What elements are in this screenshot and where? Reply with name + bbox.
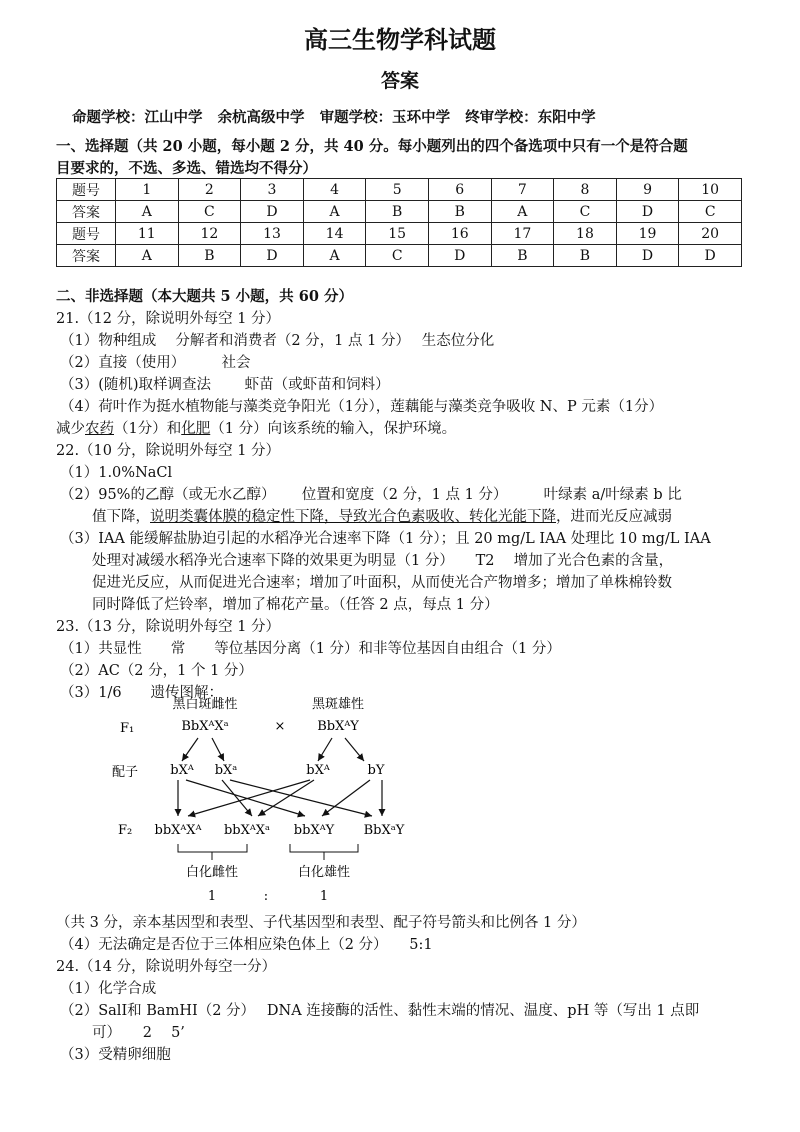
answer-table-cell: C bbox=[679, 201, 742, 223]
arrow-f-g1 bbox=[182, 738, 198, 761]
page-subtitle: 答案 bbox=[380, 70, 419, 92]
arrow-m-g3 bbox=[318, 738, 332, 761]
answer-table-cell: 12 bbox=[178, 223, 241, 245]
answer-table-cell: C bbox=[554, 201, 617, 223]
answer-table-row-label: 题号 bbox=[57, 179, 116, 201]
answer-table-cell: C bbox=[366, 245, 429, 267]
q21-line4: （4）荷叶作为挺水植物能与藻类竞争阳光（1分），莲藕能与藻类竞争吸收 N、P 元素（1分） bbox=[60, 399, 664, 415]
section2-heading: 二、非选择题（本大题共 5 小题，共 60 分） bbox=[56, 288, 353, 305]
q22-line3-b: 说明类囊体膜的稳定性下降，导致光合色素吸收、转化光能下降 bbox=[150, 509, 556, 525]
answer-table-row bbox=[57, 223, 742, 245]
q23-line2: （2）AC（2 分，1 个 1 分） bbox=[60, 663, 253, 679]
parent-male-phenotype: 黑斑雄性 bbox=[311, 697, 365, 712]
section1-heading-line1: 一、选择题（共 20 小题，每小题 2 分，共 40 分。每小题列出的四个备选项中只有一个是符合题 bbox=[56, 138, 688, 155]
ratio-1: 1 bbox=[207, 889, 217, 904]
arrow-g2-o4 bbox=[230, 780, 372, 816]
answer-table-cell: 11 bbox=[116, 223, 179, 245]
ratio-2: 1 bbox=[319, 889, 329, 904]
q24-line4: （3）受精卵细胞 bbox=[60, 1047, 171, 1063]
f1-label: F₁ bbox=[120, 721, 135, 736]
arrow-g1-o3 bbox=[186, 780, 305, 816]
q22-line3-c: ，进而光反应减弱 bbox=[556, 509, 672, 525]
answer-table-cell: B bbox=[491, 245, 554, 267]
gamete-2: bXᵃ bbox=[214, 763, 238, 778]
offspring-3: bbXᴬY bbox=[293, 823, 335, 838]
page-title: 高三生物学科试题 bbox=[304, 25, 496, 54]
q22-head: 22.（10 分，除说明外每空 1 分） bbox=[56, 443, 281, 459]
q21-line5-b: 农药 bbox=[85, 421, 114, 437]
parent-female-phenotype: 黑白斑雌性 bbox=[172, 697, 238, 712]
answer-table-cell: B bbox=[428, 201, 491, 223]
bracket-female bbox=[178, 844, 247, 852]
school-1: 命题学校：江山中学 bbox=[72, 109, 203, 126]
answer-table-cell: 9 bbox=[616, 179, 679, 201]
answer-table-cell: B bbox=[366, 201, 429, 223]
answer-table-cell: A bbox=[303, 245, 366, 267]
f2-label: F₂ bbox=[118, 823, 133, 838]
answer-table-cell: A bbox=[116, 201, 179, 223]
cross-symbol: × bbox=[274, 719, 286, 734]
phenotype-albino-female: 白化雌性 bbox=[185, 865, 239, 880]
q23-line3: （3）1/6 遗传图解： bbox=[60, 685, 224, 701]
q22-line3 bbox=[92, 507, 672, 527]
answer-table bbox=[56, 178, 742, 267]
answer-table-cell: D bbox=[241, 201, 304, 223]
q21-line1: （1）物种组成 分解者和消费者（2 分，1 点 1 分） 生态位分化 bbox=[60, 333, 495, 349]
answer-table-cell: 18 bbox=[554, 223, 617, 245]
section1-heading-line2: 目要求的，不选、多选、错选均不得分） bbox=[56, 160, 317, 177]
parent-female-genotype: BbXᴬXᵃ bbox=[181, 719, 229, 734]
school-line bbox=[72, 106, 606, 127]
answer-table-cell: A bbox=[303, 201, 366, 223]
answer-table-cell: C bbox=[178, 201, 241, 223]
answer-table-cell: 1 bbox=[116, 179, 179, 201]
answer-table-cell: D bbox=[616, 201, 679, 223]
gamete-3: bXᴬ bbox=[306, 763, 330, 778]
offspring-1: bbXᴬXᴬ bbox=[154, 823, 202, 838]
q21-line5-d: 化肥 bbox=[181, 421, 211, 437]
q22-line1: （1）1.0%NaCl bbox=[60, 465, 173, 481]
answer-table-row-label: 题号 bbox=[57, 223, 116, 245]
answer-table-cell: D bbox=[616, 245, 679, 267]
parent-male-genotype: BbXᴬY bbox=[317, 719, 359, 734]
answer-table-cell: D bbox=[679, 245, 742, 267]
genetic-cross-diagram bbox=[100, 694, 460, 909]
answer-table-cell: 4 bbox=[303, 179, 366, 201]
q24-head: 24.（14 分，除说明外每空一分） bbox=[56, 959, 277, 975]
answer-table-cell: A bbox=[491, 201, 554, 223]
q22-line2: （2）95%的乙醇（或无水乙醇） 位置和宽度（2 分，1 点 1 分） 叶绿素 a/叶绿素 b 比 bbox=[60, 487, 682, 503]
q23-line1: （1）共显性 常 等位基因分离（1 分）和非等位基因自由组合（1 分） bbox=[60, 641, 561, 657]
answer-table-cell: B bbox=[178, 245, 241, 267]
q22-line4: （3）IAA 能缓解盐胁迫引起的水稻净光合速率下降（1 分）；且 20 mg/L IAA 处理比 10 mg/L IAA bbox=[60, 531, 711, 547]
answer-table-cell: 5 bbox=[366, 179, 429, 201]
answer-table-row-label: 答案 bbox=[57, 245, 116, 267]
answer-table-cell: 7 bbox=[491, 179, 554, 201]
q21-line5-e: （1 分）向该系统的输入，保护环境。 bbox=[210, 421, 457, 437]
q22-line5: 处理对减缓水稻净光合速率下降的效果更为明显（1 分） T2 增加了光合色素的含量， bbox=[92, 553, 674, 569]
answer-table-cell: D bbox=[241, 245, 304, 267]
answer-table-cell: D bbox=[428, 245, 491, 267]
arrow-m-g4 bbox=[345, 738, 364, 761]
offspring-2: bbXᴬXᵃ bbox=[223, 823, 271, 838]
q21-line5-a: 减少 bbox=[56, 421, 85, 437]
answer-table-row-label: 答案 bbox=[57, 201, 116, 223]
q22-line3-a: 值下降， bbox=[92, 509, 150, 525]
answer-table-cell: 19 bbox=[616, 223, 679, 245]
answer-table-cell: 6 bbox=[428, 179, 491, 201]
arrow-f-g2 bbox=[212, 738, 224, 761]
answer-table-cell: 16 bbox=[428, 223, 491, 245]
q21-line5-c: （1分）和 bbox=[114, 421, 182, 437]
q21-head: 21.（12 分，除说明外每空 1 分） bbox=[56, 311, 281, 327]
ratio-separator: : bbox=[263, 889, 269, 904]
q24-line3: 可） 2 5’ bbox=[92, 1025, 185, 1041]
arrow-g4-o3 bbox=[322, 780, 370, 816]
answer-table-cell: 20 bbox=[679, 223, 742, 245]
q23-note: （共 3 分，亲本基因型和表型、子代基因型和表型、配子符号箭头和比例各 1 分） bbox=[56, 915, 586, 931]
answer-table-row bbox=[57, 179, 742, 201]
answer-table-cell: A bbox=[116, 245, 179, 267]
school-2: 余杭高级中学 bbox=[217, 109, 305, 126]
gamete-label: 配子 bbox=[112, 765, 139, 780]
q22-line6: 促进光反应，从而促进光合速率；增加了叶面积，从而使光合产物增多；增加了单株棉铃数 bbox=[92, 575, 672, 591]
school-4: 终审学校：东阳中学 bbox=[465, 109, 596, 126]
q22-line7: 同时降低了烂铃率，增加了棉花产量。（任答 2 点，每点 1 分） bbox=[92, 597, 499, 613]
section1-heading bbox=[56, 136, 688, 180]
offspring-4: BbXᵃY bbox=[363, 823, 405, 838]
q21-line2: （2）直接（使用） 社会 bbox=[60, 355, 251, 371]
answer-table-cell: 13 bbox=[241, 223, 304, 245]
school-3: 审题学校：玉环中学 bbox=[319, 109, 451, 126]
answer-table-row bbox=[57, 245, 742, 267]
answer-table-cell: 17 bbox=[491, 223, 554, 245]
answer-table-row bbox=[57, 201, 742, 223]
answer-table-cell: 14 bbox=[303, 223, 366, 245]
q21-line3: （3）(随机)取样调查法 虾苗（或虾苗和饲料） bbox=[60, 377, 390, 393]
q21-line5 bbox=[56, 419, 456, 439]
q23-head: 23.（13 分，除说明外每空 1 分） bbox=[56, 619, 281, 635]
answer-table-cell: 15 bbox=[366, 223, 429, 245]
bracket-male bbox=[290, 844, 358, 852]
q23-line4: （4）无法确定是否位于三体相应染色体上（2 分） 5:1 bbox=[60, 937, 433, 953]
gamete-1: bXᴬ bbox=[170, 763, 194, 778]
answer-table-cell: 10 bbox=[679, 179, 742, 201]
answer-table-cell: 8 bbox=[554, 179, 617, 201]
answer-table-cell: 2 bbox=[178, 179, 241, 201]
q24-line1: （1）化学合成 bbox=[60, 981, 157, 997]
gamete-4: bY bbox=[367, 763, 385, 778]
answer-table-cell: B bbox=[554, 245, 617, 267]
phenotype-albino-male: 白化雄性 bbox=[297, 865, 351, 880]
q24-line2: （2）SalⅠ和 BamHⅠ（2 分） DNA 连接酶的活性、黏性末端的情况、温度、pH 等（写出 1 点即 bbox=[60, 1003, 700, 1019]
answer-table-cell: 3 bbox=[241, 179, 304, 201]
